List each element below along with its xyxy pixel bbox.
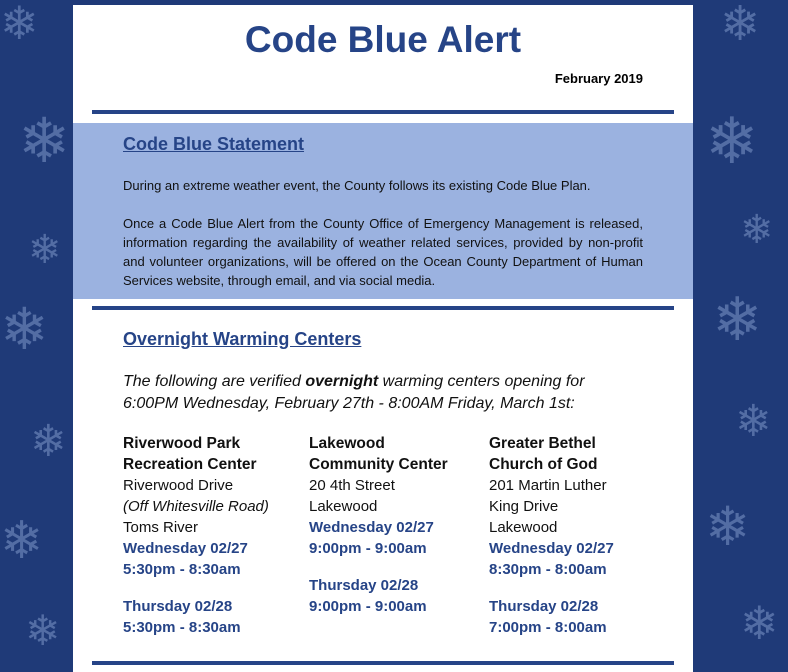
center-address: 20 4th Street [309,477,395,494]
schedule-time: 9:00pm - 9:00am [309,598,427,615]
snowflake-icon: ❄ [18,104,70,177]
spacer [489,580,669,596]
intro-text: warming centers opening for 6:00PM Wednesday, February 27th - 8:00AM Friday, March 1st: [123,373,585,412]
snowflake-icon: ❄ [30,416,67,467]
center-address: Riverwood Drive [123,477,234,494]
schedule-day: Wednesday 02/27 [309,519,434,536]
schedule-time: 8:30pm - 8:00am [489,561,607,578]
snowflake-icon: ❄ [705,495,751,558]
snowflake-icon: ❄ [25,606,61,655]
statement-paragraph-1: During an extreme weather event, the County follows its existing Code Blue Plan. [123,178,591,193]
intro-emphasis: overnight [305,373,379,390]
issue-date: February 2019 [554,71,643,86]
center-name: Greater Bethel [489,435,596,452]
snowflake-icon: ❄ [0,295,49,363]
intro-text: The following are verified [123,373,306,390]
snowflake-icon: ❄ [28,227,62,273]
schedule-day: Thursday 02/28 [309,577,419,594]
schedule-day: Wednesday 02/27 [489,540,614,557]
snowflake-icon: ❄ [735,396,772,447]
snowflake-icon: ❄ [720,0,761,52]
center-address: Lakewood [489,519,558,536]
center-address: Toms River [123,519,199,536]
divider [92,661,674,665]
snowflake-icon: ❄ [712,285,763,355]
center-name: Lakewood [309,435,385,452]
warming-center-card [489,433,669,638]
newsletter-panel [73,5,693,672]
warming-intro [123,371,623,415]
center-name: Riverwood Park [123,435,241,452]
warming-center-card [123,433,303,638]
center-name: Church of God [489,456,598,473]
schedule-time: 5:30pm - 8:30am [123,561,241,578]
page-title: Code Blue Alert [244,19,522,60]
schedule-time: 9:00pm - 9:00am [309,540,427,557]
center-name: Recreation Center [123,456,257,473]
center-address: King Drive [489,498,559,515]
center-address: Lakewood [309,498,378,515]
schedule-time: 5:30pm - 8:30am [123,619,241,636]
schedule-time: 7:00pm - 8:00am [489,619,607,636]
statement-paragraph-2: Once a Code Blue Alert from the County Office of Emergency Management is released, information regarding the availability of weather related services, provided by non-profit and volunteer organizations, will be offered on the Ocean County Department of Human Services website, through email, and via social media. [123,216,643,288]
code-blue-statement-section [73,123,693,299]
center-address: 201 Martin Luther [489,477,607,494]
divider [92,306,674,310]
spacer [309,559,484,575]
schedule-day: Thursday 02/28 [123,598,233,615]
divider [92,110,674,114]
snowflake-icon: ❄ [740,207,774,253]
center-name: Community Center [309,456,448,473]
snowflake-icon: ❄ [705,105,759,179]
schedule-day: Wednesday 02/27 [123,540,248,557]
snowflake-icon: ❄ [740,596,779,650]
center-address: (Off Whitesville Road) [123,498,269,515]
snowflake-icon: ❄ [0,511,44,571]
snowflake-icon: ❄ [0,0,39,50]
warming-center-card [309,433,484,617]
warming-centers-heading: Overnight Warming Centers [123,329,362,349]
statement-heading: Code Blue Statement [123,134,305,154]
spacer [123,580,303,596]
schedule-day: Thursday 02/28 [489,598,599,615]
